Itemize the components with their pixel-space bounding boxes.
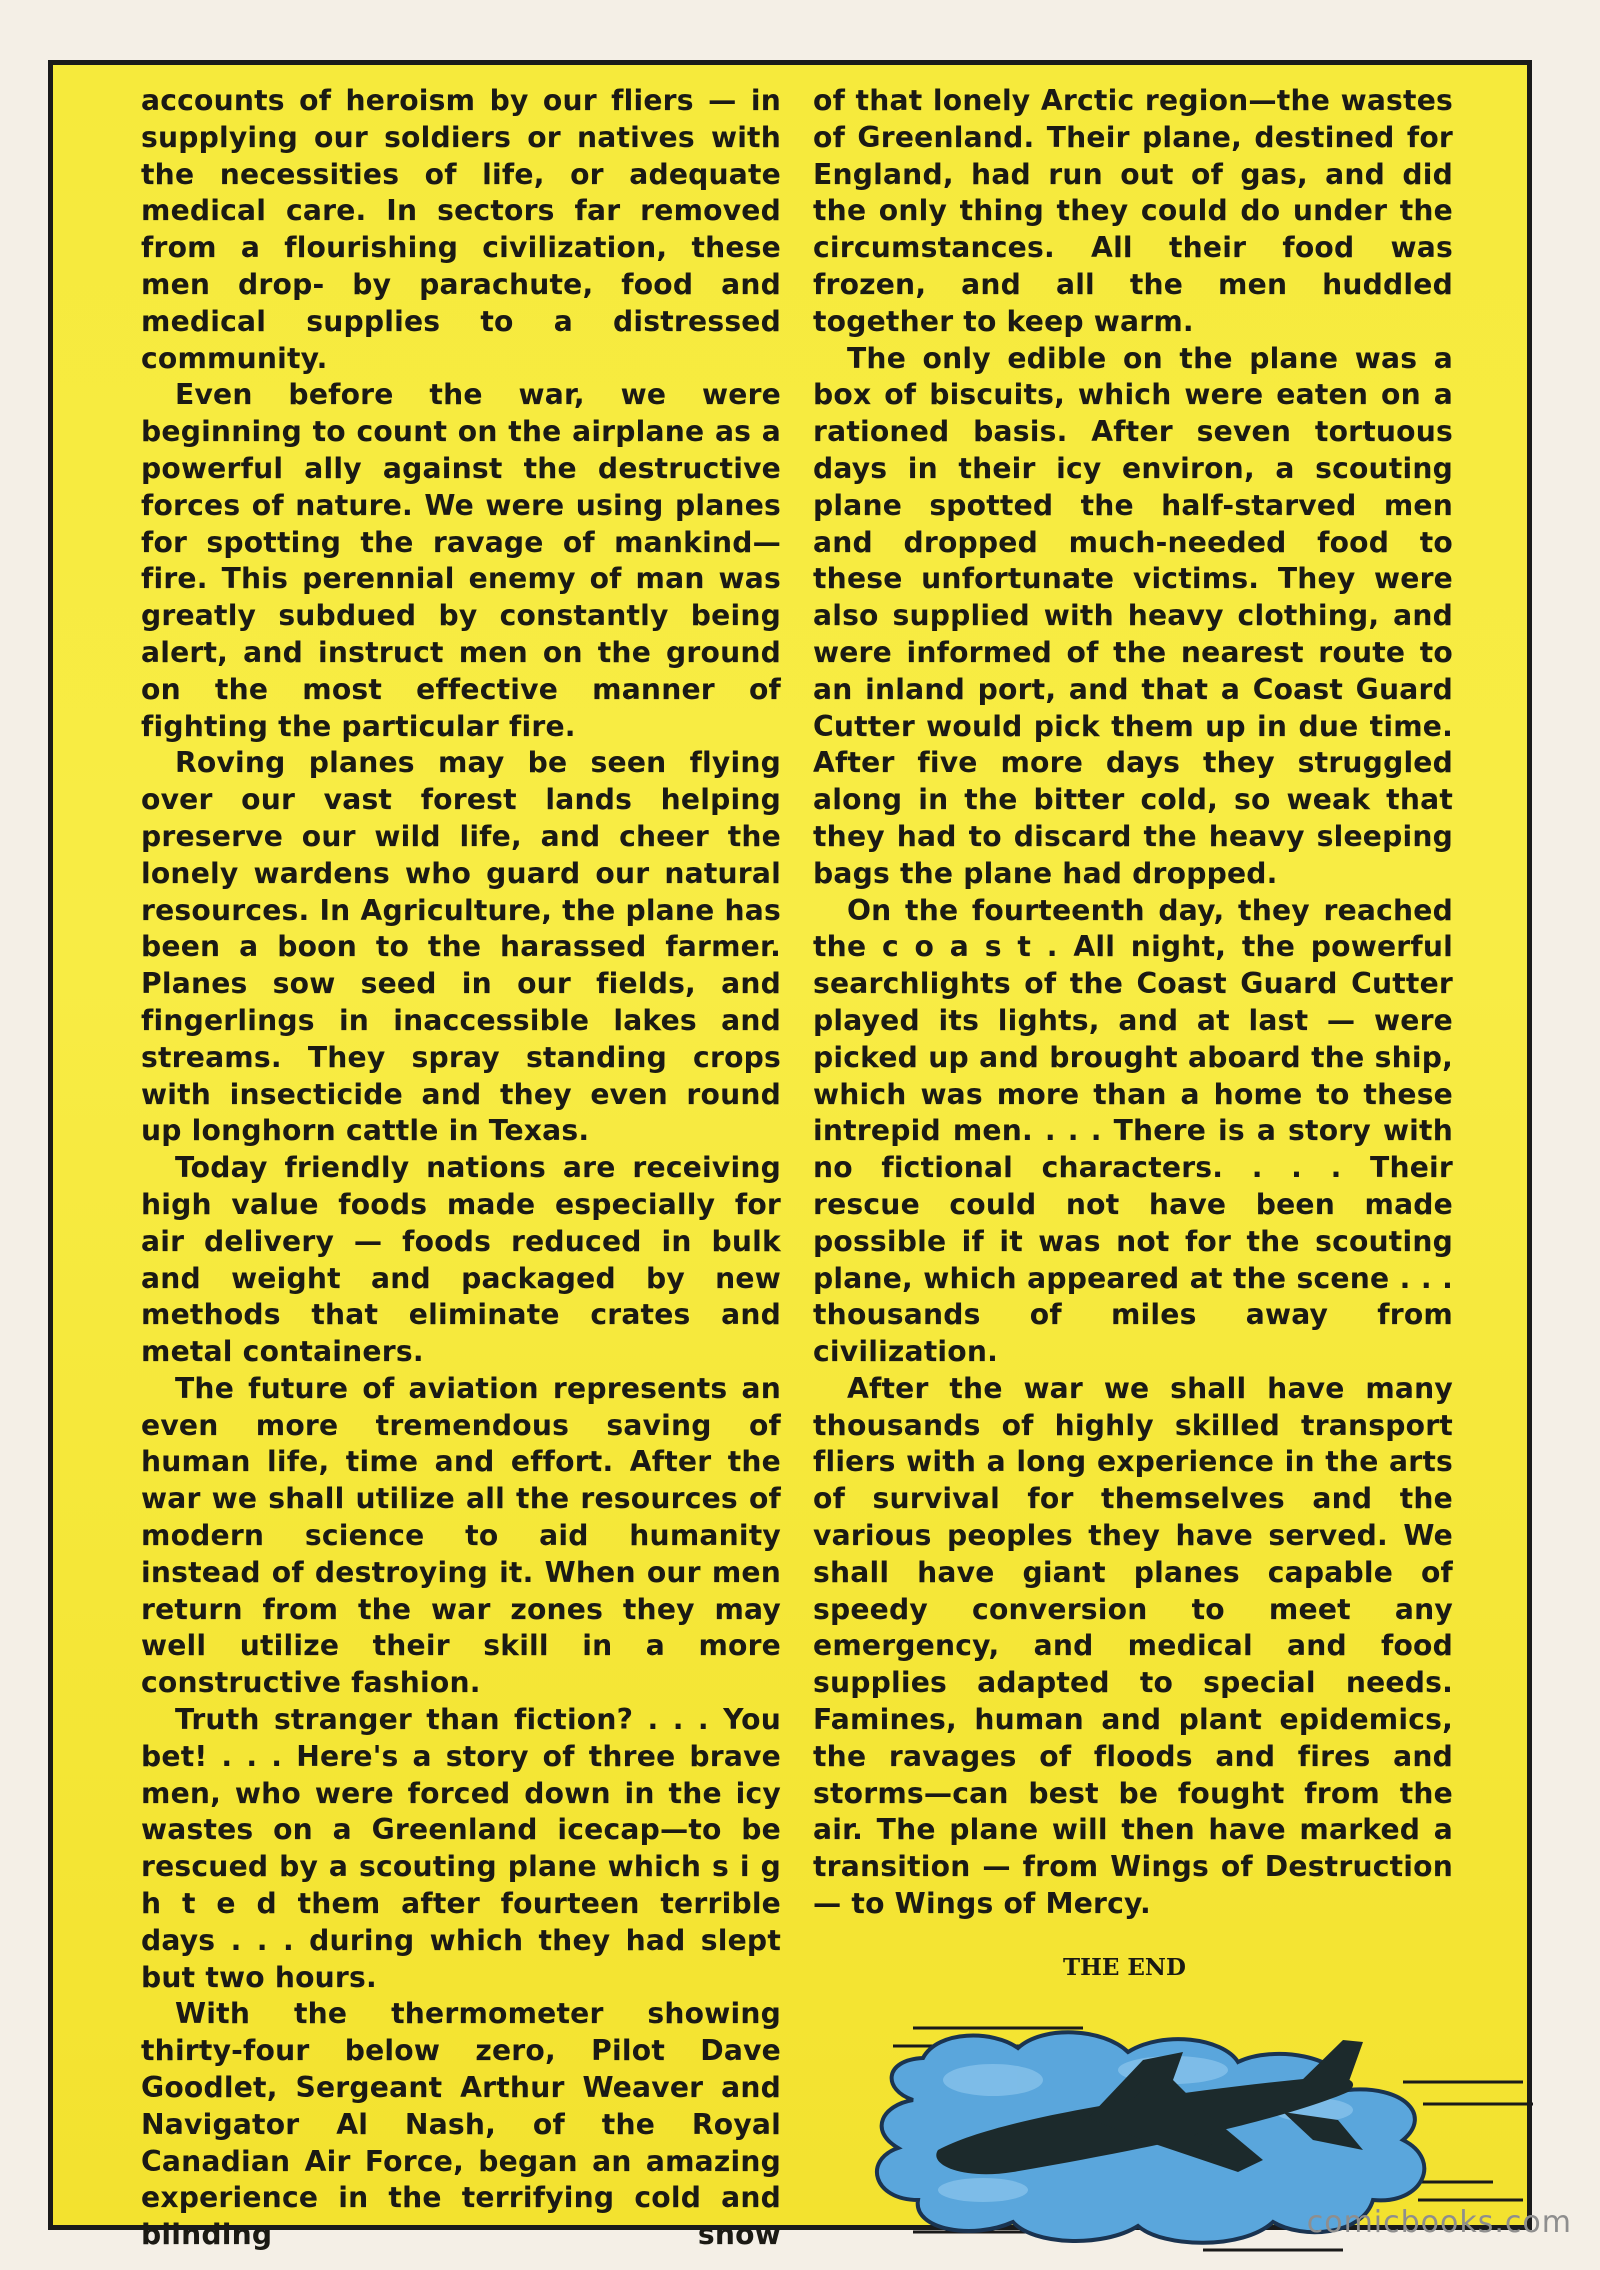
paragraph: Truth stranger than fiction? . . . You bet! . . . Here's a story of three brave men, who were forced down in the icy wastes on a Greenland icecap—to be rescued by a scouting plane which s i g h t e d them after fourteen terrible days . . . during which they had slept but two hours. xyxy=(141,1703,781,1994)
paragraph: of that lonely Arctic region—the wastes of Greenland. Their plane, destined for England, had run out of gas, and did the only thing they could do under the circumstances. All their food was frozen, and all the men huddled together to keep warm. xyxy=(813,84,1453,338)
paragraph: The only edible on the plane was a box of biscuits, which were eaten on a rationed basis. After seven tortuous days in their icy environ, a scouting plane spotted the half-starved men and dropped much-needed food to these unfortunate victims. They were also supplied with heavy clothing, and were informed of the nearest route to an inland port, and that a Coast Guard Cutter would pick them up in due time. After five more days they struggled along in the bitter cold, so weak that they had to discard the heavy sleeping bags the plane had dropped. xyxy=(813,341,1453,890)
paragraph: The future of aviation represents an even more tremendous saving of human life, time and effort. After the war we shall utilize all the resources of modern science to aid humanity instead of destroying it. When our men return from the war zones they may well utilize their skill in a more constructive fashion. xyxy=(141,1371,781,1700)
the-end-label: THE END xyxy=(1063,1954,1186,1981)
paragraph: With the thermometer showing thirty-four below zero, Pilot Dave Goodlet, Sergeant Arthur Weaver and Navigator Al Nash, of the Royal Canadian Air Force, began an amazing experience in the terrifying cold and blinding snow xyxy=(141,1997,781,2252)
paragraph: Today friendly nations are receiving high value foods made especially for air delivery — foods reduced in bulk and weight and packaged by new methods that eliminate crates and metal containers. xyxy=(141,1151,781,1369)
paragraph: Even before the war, we were beginning to count on the airplane as a powerful ally against the destructive forces of nature. We were using planes for spotting the ravage of mankind—fire. This perennial enemy of man was greatly subdued by constantly being alert, and instruct men on the ground on the most effective manner of fighting the particular fire. xyxy=(141,378,781,743)
right-column xyxy=(813,83,1453,1923)
paragraph: accounts of heroism by our fliers — in supplying our soldiers or natives with the necessities of life, or adequate medical care. In sectors far removed from a flourishing civilization, these men drop- by parachute, food and medical supplies to a distressed community. xyxy=(141,84,781,375)
watermark-text: comicbooks.com xyxy=(1306,2205,1572,2240)
article-page xyxy=(48,60,1532,2252)
paragraph: On the fourteenth day, they reached the c o a s t . All night, the powerful searchlights of the Coast Guard Cutter played its lights, and at last — were picked up and brought aboard the ship, which was more than a home to these intrepid men. . . . There is a story with no fictional characters. . . . Their rescue could not have been made possible if it was not for the scouting plane, which appeared at the scene . . . thousands of miles away from civilization. xyxy=(813,893,1453,1369)
paragraph: Roving planes may be seen flying over our vast forest lands helping preserve our wild life, and cheer the lonely wardens who guard our natural resources. In Agriculture, the plane has been a boon to the harassed farmer. Planes sow seed in our fields, and fingerlings in inaccessible lakes and streams. They spray standing crops with insecticide and they even round up longhorn cattle in Texas. xyxy=(141,746,781,1148)
left-column xyxy=(141,83,781,2254)
paragraph: After the war we shall have many thousands of highly skilled transport fliers with a long experience in the arts of survival for themselves and the various peoples they have served. We shall have giant planes capable of speedy conversion to meet any emergency, and medical and food supplies adapted to special needs. Famines, human and plant epidemics, the ravages of floods and fires and storms—can best be fought from the air. The plane will then have marked a transition — from Wings of Destruction — to Wings of Mercy. xyxy=(813,1371,1453,1921)
